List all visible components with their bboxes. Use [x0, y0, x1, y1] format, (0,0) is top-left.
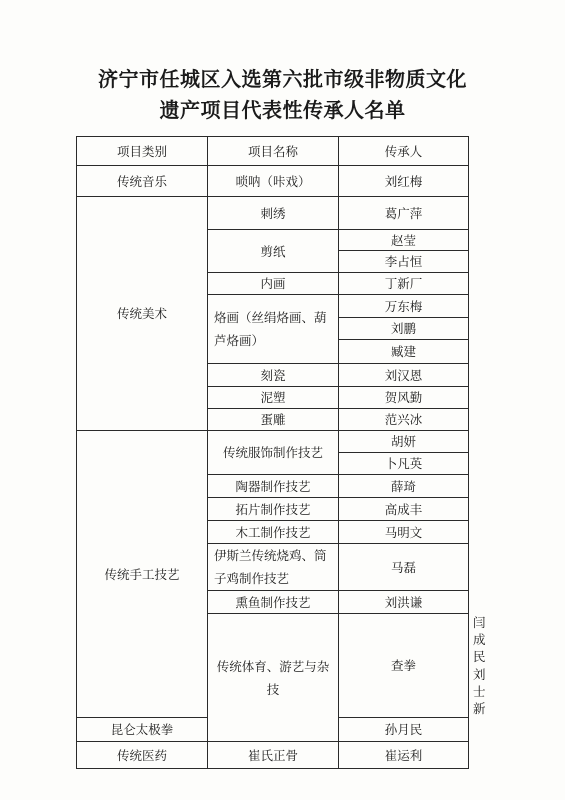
project-cell: 刻瓷	[208, 364, 339, 387]
project-cell: 木工制作技艺	[208, 521, 339, 544]
table-row: 传统体育、游艺与杂技 查拳 闫成民	[77, 614, 469, 666]
inheritor-cell: 赵莹	[339, 230, 469, 251]
inheritor-cell: 范兴冰	[339, 409, 469, 431]
project-cell: 唢呐（咔戏）	[208, 166, 339, 197]
inheritor-cell: 马明文	[339, 521, 469, 544]
inheritor-cell: 孙月民	[339, 718, 469, 742]
project-cell: 传统服饰制作技艺	[208, 431, 339, 475]
table-row	[77, 166, 469, 197]
project-cell: 伊斯兰传统烧鸡、筒子鸡制作技艺	[208, 544, 339, 591]
table-row	[77, 431, 469, 453]
inheritor-cell: 万东梅	[339, 295, 469, 318]
inheritor-table	[76, 136, 486, 769]
inheritor-cell: 刘红梅	[339, 166, 469, 197]
header-category: 项目类别	[77, 137, 208, 166]
inheritor-cell: 高成丰	[339, 498, 469, 521]
document-title	[0, 64, 565, 126]
inheritor-cell: 葛广萍	[339, 197, 469, 230]
project-cell: 刺绣	[208, 197, 339, 230]
title-line-1: 济宁市任城区入选第六批市级非物质文化	[98, 67, 467, 91]
inheritor-cell: 李占恒	[339, 251, 469, 273]
inheritor-cell: 贺风勤	[339, 387, 469, 409]
project-cell: 蛋雕	[208, 409, 339, 431]
header-project: 项目名称	[208, 137, 339, 166]
table-row	[77, 197, 469, 230]
project-cell: 泥塑	[208, 387, 339, 409]
category-cell: 传统手工技艺	[77, 431, 208, 718]
inheritor-cell: 卜凡英	[339, 453, 469, 475]
project-cell: 昆仑太极拳	[77, 718, 208, 742]
inheritor-cell: 臧建	[339, 340, 469, 364]
table-header-row	[77, 137, 469, 166]
inheritor-cell: 刘鹏	[339, 318, 469, 340]
project-cell: 拓片制作技艺	[208, 498, 339, 521]
inheritor-cell: 丁新厂	[339, 273, 469, 295]
category-cell: 传统美术	[77, 197, 208, 431]
project-cell: 崔氏正骨	[208, 742, 339, 769]
project-cell: 陶器制作技艺	[208, 475, 339, 498]
project-cell: 查拳	[339, 614, 469, 718]
category-cell: 传统医药	[77, 742, 208, 769]
inheritor-cell: 胡妍	[339, 431, 469, 453]
project-cell: 熏鱼制作技艺	[208, 591, 339, 614]
table-row	[77, 742, 469, 769]
category-cell: 传统音乐	[77, 166, 208, 197]
project-cell: 烙画（丝绢烙画、葫芦烙画）	[208, 295, 339, 364]
inheritor-cell: 刘洪谦	[339, 591, 469, 614]
inheritor-cell: 刘汉恩	[339, 364, 469, 387]
header-inheritor: 传承人	[339, 137, 469, 166]
project-cell: 内画	[208, 273, 339, 295]
inheritor-cell: 薛琦	[339, 475, 469, 498]
inheritor-cell: 马磊	[339, 544, 469, 591]
inheritor-cell: 崔运利	[339, 742, 469, 769]
category-cell: 传统体育、游艺与杂技	[208, 614, 339, 742]
project-cell: 剪纸	[208, 230, 339, 273]
title-line-2: 遗产项目代表性传承人名单	[159, 98, 406, 122]
table-row: 刘士新	[473, 667, 486, 716]
